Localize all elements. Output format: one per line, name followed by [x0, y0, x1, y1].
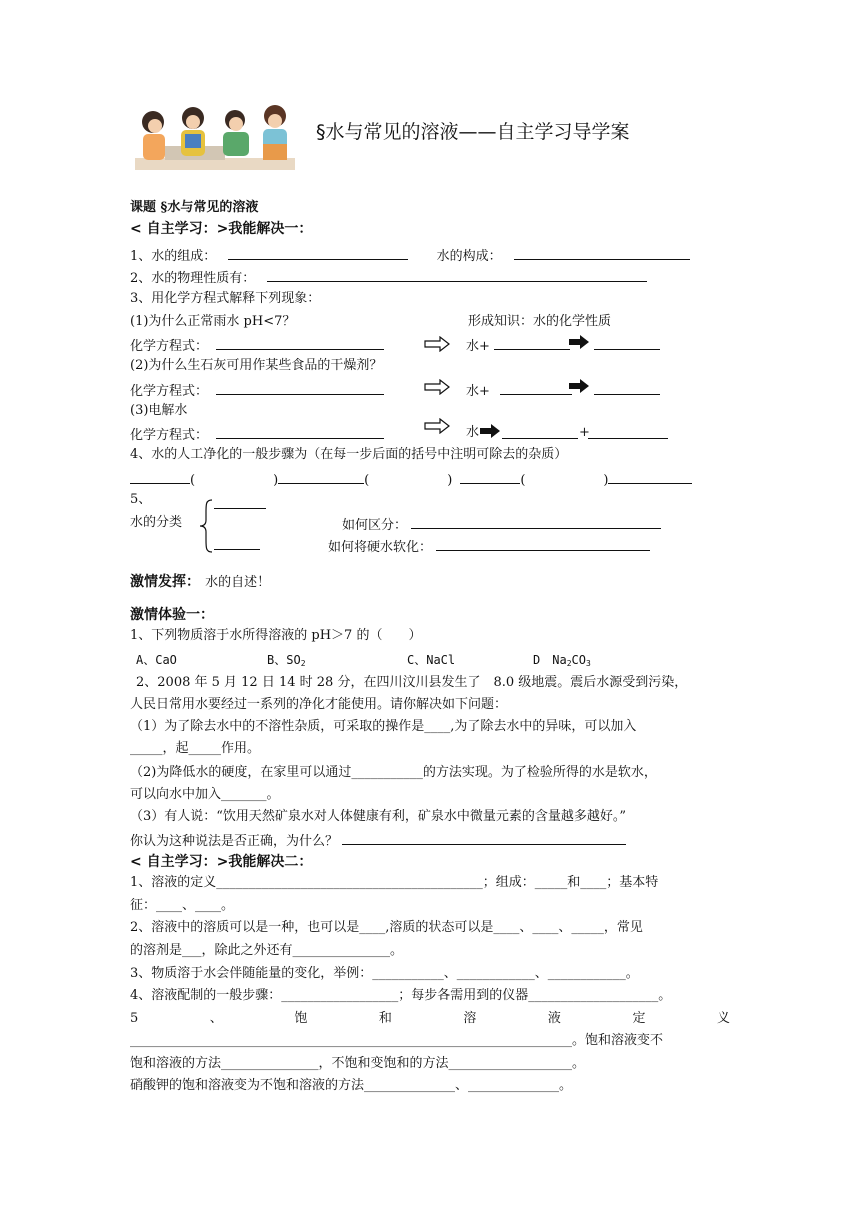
- exp1-q2-1b: _____，起_____作用。: [130, 741, 261, 756]
- solid-arrow-icon: [568, 334, 590, 350]
- q1-composition-blank[interactable]: [228, 246, 408, 260]
- sec2-q5-line1: 5 、 饱 和 溶 液 定 义: [130, 1011, 730, 1026]
- solid-arrow-icon: [479, 423, 501, 439]
- section2-heading: < 自主学习：>我能解决二：: [130, 854, 313, 870]
- exp1-q1: 1、下列物质溶于水所得溶液的 pH＞7 的（ ）: [130, 628, 422, 643]
- section1-heading: < 自主学习：>我能解决一：: [130, 221, 313, 237]
- reactant-blank-1[interactable]: [494, 336, 570, 350]
- q3-2-label: (2)为什么生石灰可用作某些食品的干燥剂？: [130, 358, 383, 373]
- sec2-q5d: 硝酸钾的饱和溶液变为不饱和溶液的方法______________、______________。: [130, 1078, 573, 1093]
- hollow-arrow-icon: [424, 379, 450, 395]
- option-d: D $Na_2CO_3$: [533, 653, 591, 668]
- paren-close: ): [603, 473, 609, 488]
- equation-blank-1[interactable]: [216, 336, 384, 350]
- exp1-q2-1a: （1）为了除去水中的不溶性杂质，可采取的操作是____,为了除去水中的异味，可以加入: [130, 719, 637, 734]
- q3-3-label: (3)电解水: [130, 403, 188, 418]
- soften-label: 如何将硬水软化：: [328, 540, 433, 555]
- q1-structure-blank[interactable]: [514, 246, 690, 260]
- water-plus-label: 水+: [466, 339, 490, 354]
- purification-step-1[interactable]: [130, 470, 190, 484]
- q2-blank[interactable]: [267, 268, 647, 282]
- paren-open: (: [520, 473, 526, 488]
- hollow-arrow-icon: [424, 418, 450, 434]
- brace-icon: [198, 498, 214, 554]
- paren-open: (: [190, 473, 196, 488]
- q3-knowledge-label: 形成知识：水的化学性质: [468, 314, 612, 329]
- header-illustration: [135, 102, 295, 170]
- paren-open: (: [364, 473, 370, 488]
- exp1-q2-2a: （2)为降低水的硬度，在家里可以通过___________的方法实现。为了检验所得的水是软水，: [130, 765, 657, 780]
- opinion-blank[interactable]: [342, 831, 626, 845]
- exp1-q2-3a: （3）有人说：“饮用天然矿泉水对人体健康有利，矿泉水中微量元素的含量越多越好。”: [130, 809, 627, 824]
- q5-label: 5、: [130, 492, 152, 507]
- equation-blank-2[interactable]: [216, 381, 384, 395]
- lesson-label: 课题 §水与常见的溶液: [130, 200, 259, 215]
- q1-structure-label: 水的构成：: [436, 249, 502, 264]
- equation-blank-3[interactable]: [216, 425, 384, 439]
- water-plus-label: 水+: [466, 384, 490, 399]
- option-c: C、NaCl: [407, 653, 456, 667]
- q2-label: 2、水的物理性质有：: [130, 271, 256, 286]
- passion-text: 水的自述！: [205, 575, 271, 590]
- passion-heading: 激情发挥：: [130, 574, 200, 590]
- q4-label: 4、水的人工净化的一般步骤为（在每一步后面的括号中注明可除去的杂质）: [130, 447, 568, 462]
- sec2-q2a: 2、溶液中的溶质可以是一种，也可以是____,溶质的状态可以是____、____、_____，常见: [130, 920, 643, 935]
- product-blank-3b[interactable]: [588, 425, 668, 439]
- purification-step-2[interactable]: [278, 470, 364, 484]
- sec2-q1a: 1、溶液的定义_________________________________________；组成：_____和____；基本特: [130, 875, 659, 890]
- purification-step-4[interactable]: [608, 470, 692, 484]
- exp1-q2-line1: 2、2008 年 5 月 12 日 14 时 28 分，在四川汶川县发生了 8.0 级地震。震后水源受到污染，: [136, 675, 688, 690]
- exp1-q2-3b: 你认为这种说法是否正确，为什么？: [130, 834, 339, 849]
- exp1-q2-line2: 人民日常用水要经过一系列的净化才能使用。请你解决如下问题：: [130, 697, 508, 712]
- sec2-q1b: 征：____、____。: [130, 898, 235, 913]
- option-b: B、$SO_2$: [267, 653, 306, 668]
- option-a: A、CaO: [136, 653, 177, 667]
- reactant-blank-2[interactable]: [500, 381, 572, 395]
- q3-label: 3、用化学方程式解释下列现象：: [130, 291, 321, 306]
- sec2-q5c: 饱和溶液的方法_______________，不饱和变饱和的方法___________________。: [130, 1056, 586, 1071]
- equation-label: 化学方程式：: [130, 384, 209, 399]
- product-blank-2[interactable]: [594, 381, 660, 395]
- exp1-q2-2b: 可以向水中加入_______。: [130, 787, 280, 802]
- q1-composition-label: 1、水的组成：: [130, 249, 217, 264]
- sec2-q4: 4、溶液配制的一般步骤：__________________；每步各需用到的仪器____________________。: [130, 988, 672, 1003]
- product-blank-3a[interactable]: [502, 425, 578, 439]
- classification-blank-2[interactable]: [214, 536, 260, 550]
- classification-blank-1[interactable]: [214, 495, 266, 509]
- paren-close: ): [447, 473, 453, 488]
- solid-arrow-icon: [568, 378, 590, 394]
- paren-close: ): [273, 473, 279, 488]
- distinguish-blank[interactable]: [411, 515, 661, 529]
- equation-label: 化学方程式：: [130, 428, 209, 443]
- sec2-q5b: ____________________________________________________________________。饱和溶液变不: [130, 1033, 664, 1048]
- q3-1-label: (1)为什么正常雨水 pH<7？: [130, 314, 296, 329]
- purification-step-3[interactable]: [460, 470, 520, 484]
- hollow-arrow-icon: [424, 336, 450, 352]
- page-title: §水与常见的溶液——自主学习导学案: [316, 121, 630, 143]
- plus-label: +: [579, 425, 590, 440]
- water-label: 水: [466, 425, 480, 440]
- equation-label: 化学方程式：: [130, 339, 209, 354]
- sec2-q2b: 的溶剂是___，除此之外还有_______________。: [130, 943, 404, 958]
- sec2-q3: 3、物质溶于水会伴随能量的变化，举例：___________、____________、____________。: [130, 966, 639, 981]
- product-blank-1[interactable]: [594, 336, 660, 350]
- soften-blank[interactable]: [436, 537, 650, 551]
- distinguish-label: 如何区分：: [342, 518, 408, 533]
- experience1-heading: 激情体验一：: [130, 607, 214, 623]
- water-classification-label: 水的分类: [130, 515, 183, 530]
